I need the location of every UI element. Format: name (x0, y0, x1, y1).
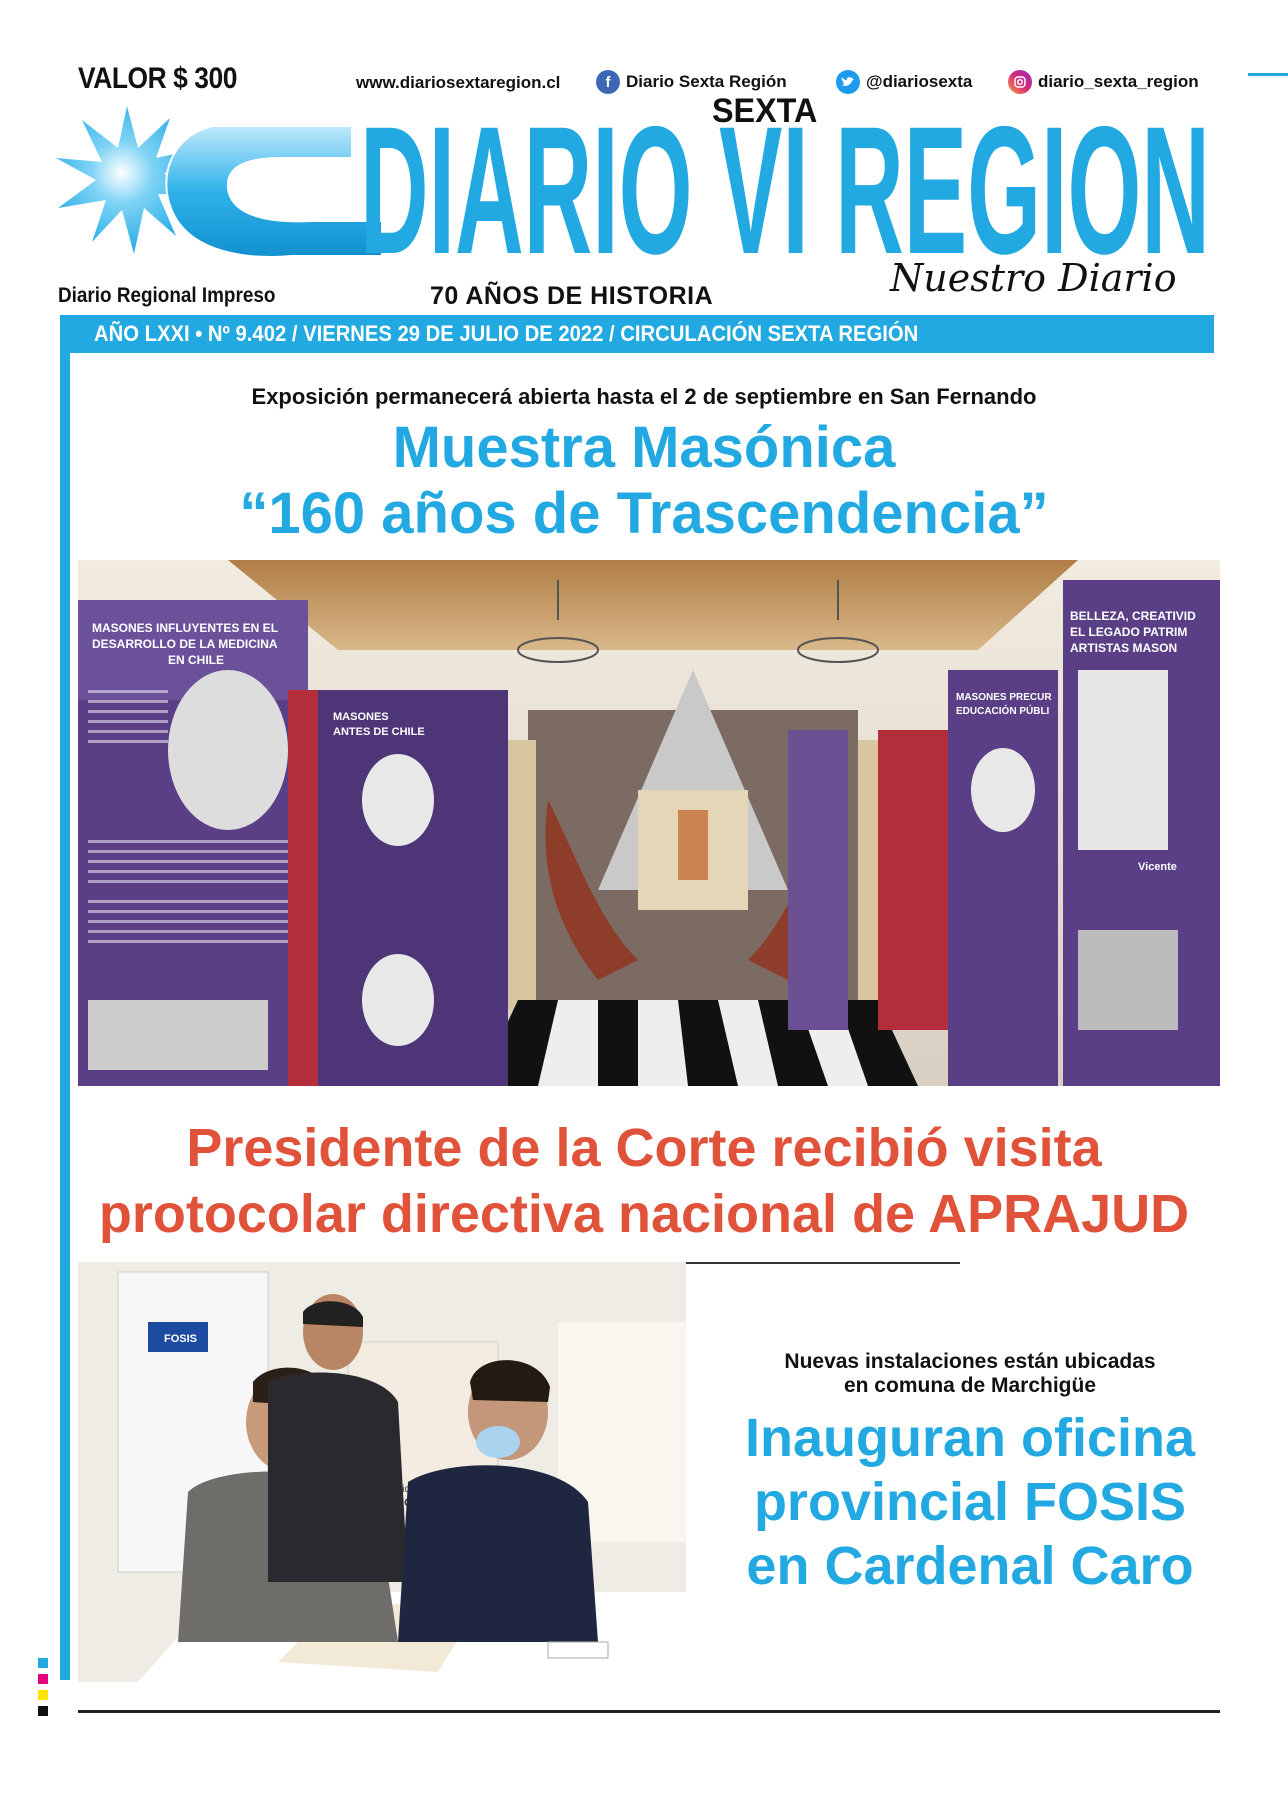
masthead-text: DIARIO VI REGION (360, 98, 1210, 268)
regional-label: Diario Regional Impreso (58, 284, 276, 307)
story1-headline-2[interactable]: “160 años de Trascendencia” (239, 481, 1049, 546)
story3-headline-3[interactable]: en Cardenal Caro (746, 1536, 1194, 1596)
svg-text:ANTES DE CHILE: ANTES DE CHILE (333, 726, 425, 738)
story1-headline-1[interactable]: Muestra Masónica (392, 415, 896, 480)
svg-text:EL LEGADO PATRIM: EL LEGADO PATRIM (1070, 625, 1188, 639)
story2-headline-1[interactable]: Presidente de la Corte recibió visita (186, 1118, 1102, 1178)
sun-logo-icon (52, 96, 392, 286)
slogan: Nuestro Diario (890, 256, 1177, 300)
story3-kicker-1: Nuevas instalaciones están ubicadas (784, 1350, 1156, 1373)
svg-text:BELLEZA, CREATIVID: BELLEZA, CREATIVID (1070, 609, 1196, 623)
facebook-handle[interactable] (596, 70, 787, 94)
svg-text:MASONES INFLUYENTES EN EL: MASONES INFLUYENTES EN EL (92, 621, 279, 635)
history-label: 70 AÑOS DE HISTORIA (430, 282, 714, 310)
facebook-label: Diario Sexta Región (626, 72, 787, 91)
svg-text:ARTISTAS MASON: ARTISTAS MASON (1070, 641, 1178, 655)
story2-headline-2[interactable]: protocolar directiva nacional de APRAJUD (98, 1184, 1190, 1244)
story3-headline-1[interactable]: Inauguran oficina (744, 1408, 1196, 1468)
issue-line: AÑO LXXI • Nº 9.402 / VIERNES 29 DE JULIO DE 2022 / CIRCULACIÓN SEXTA REGIÓN (94, 321, 919, 346)
bottom-rule (78, 1710, 1220, 1713)
svg-text:MASONES: MASONES (333, 711, 389, 723)
story3-headline-2[interactable]: provincial FOSIS (753, 1472, 1187, 1532)
svg-text:FOSIS: FOSIS (164, 1333, 198, 1345)
instagram-label: diario_sexta_region (1038, 72, 1199, 91)
story1-kicker: Exposición permanecerá abierta hasta el 2 de septiembre en San Fernando (251, 384, 1037, 409)
instagram-handle[interactable] (1008, 70, 1199, 94)
twitter-icon (836, 70, 860, 94)
svg-text:MASONES PRECUR: MASONES PRECUR (956, 692, 1052, 703)
svg-text:DESARROLLO DE LA MEDICINA: DESARROLLO DE LA MEDICINA (92, 637, 278, 651)
svg-text:EN CHILE: EN CHILE (168, 653, 225, 667)
svg-text:EDUCACIÓN PÚBLI: EDUCACIÓN PÚBLI (956, 706, 1050, 717)
corner-rule (1248, 73, 1288, 76)
price-label: VALOR $ 300 (78, 62, 238, 95)
instagram-icon (1008, 70, 1032, 94)
story3-kicker-2: en comuna de Marchigüe (843, 1374, 1097, 1397)
exhibition-photo[interactable] (78, 560, 1220, 1086)
fosis-photo[interactable] (78, 1262, 686, 1682)
masthead-sexta: SEXTA (712, 92, 818, 130)
facebook-icon: f (596, 70, 620, 94)
twitter-handle[interactable] (836, 70, 972, 94)
website-link[interactable]: www.diariosextaregion.cl (356, 73, 561, 92)
svg-text:Vicente: Vicente (1138, 861, 1177, 873)
twitter-label: @diariosexta (866, 72, 973, 91)
color-registration-marks (38, 1658, 48, 1722)
